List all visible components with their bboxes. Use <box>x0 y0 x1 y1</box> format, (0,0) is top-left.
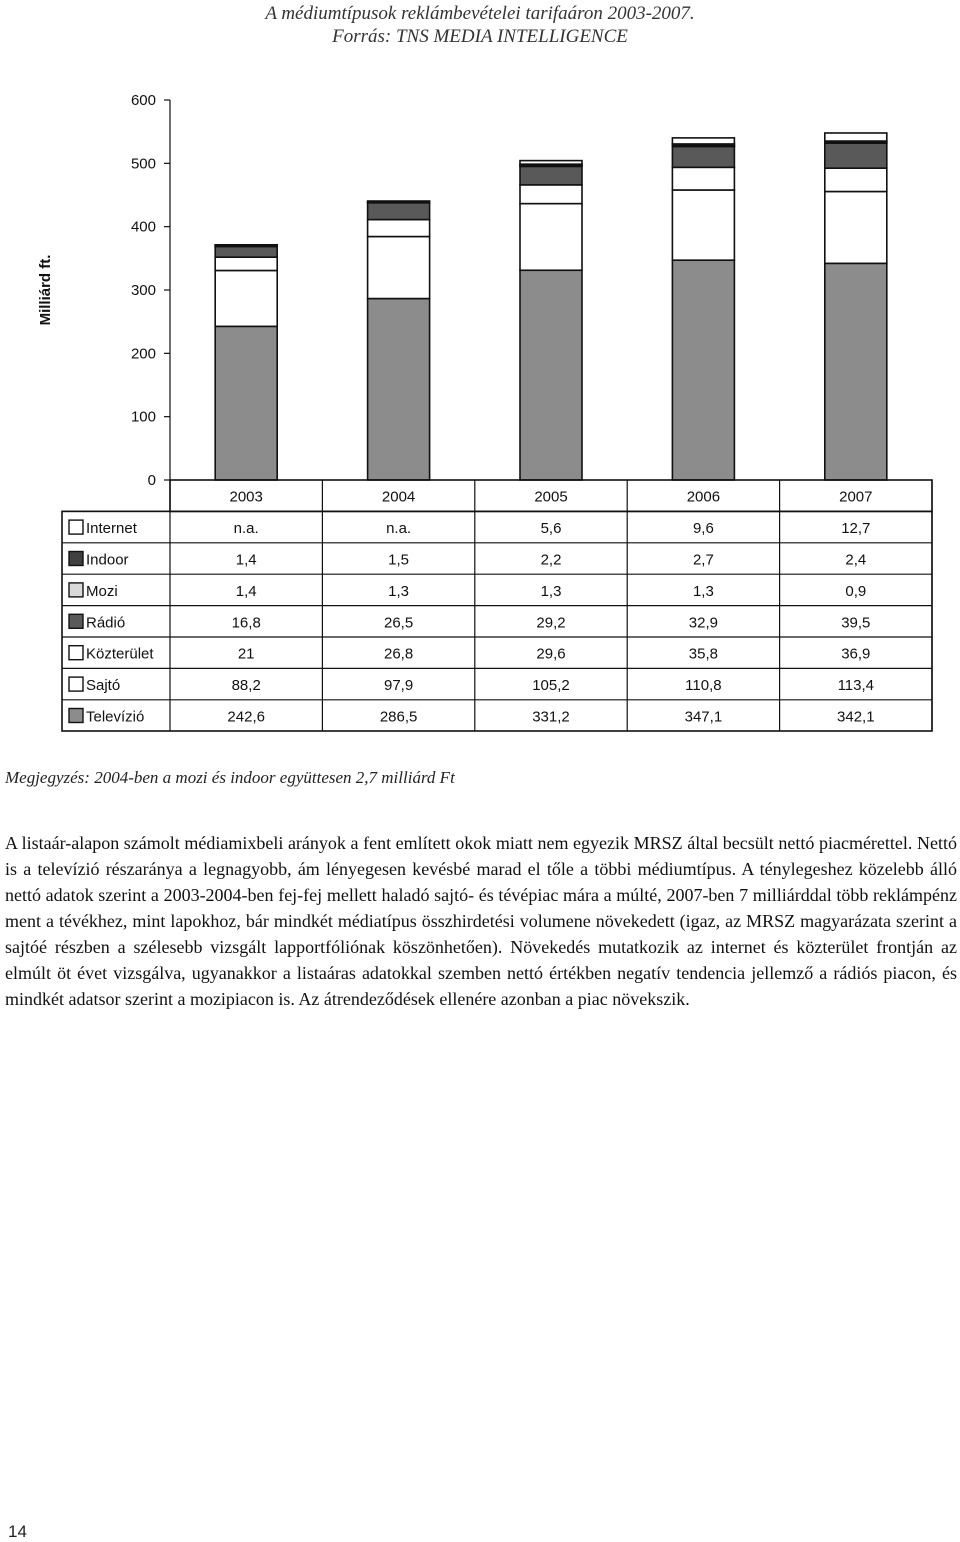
bar-internet-2005 <box>520 161 582 165</box>
data-label-internet-2005: 5,6 <box>540 520 562 538</box>
bar-televízió-2003 <box>215 326 277 480</box>
y-tick-label: 300 <box>130 282 156 299</box>
bar-sajtó-2004 <box>368 237 430 299</box>
bar-közterület-2003 <box>215 257 277 270</box>
data-label-internet-2007: 12,7 <box>841 520 871 538</box>
legend-label-internet: Internet <box>86 520 137 538</box>
data-label-közterület-2006: 35,8 <box>688 645 719 663</box>
data-label-internet-2003: n.a. <box>233 520 259 538</box>
data-label-sajtó-2004: 97,9 <box>383 677 414 695</box>
category-label-2003: 2003 <box>229 488 263 506</box>
data-label-sajtó-2005: 105,2 <box>532 677 570 695</box>
legend-label-indoor: Indoor <box>86 551 129 569</box>
bar-televízió-2006 <box>672 260 734 480</box>
data-label-rádió-2003: 16,8 <box>231 614 261 632</box>
legend-swatch-indoor <box>69 552 83 566</box>
legend-label-rádió: Rádió <box>86 614 126 632</box>
legend-label-közterület: Közterület <box>86 645 154 663</box>
chart-note: Megjegyzés: 2004-ben a mozi és indoor együttesen 2,7 milliárd Ft <box>5 768 455 787</box>
legend-swatch-sajtó <box>69 677 83 691</box>
bar-internet-2007 <box>825 133 887 141</box>
bar-sajtó-2007 <box>825 192 887 264</box>
y-tick-label: 600 <box>130 92 156 109</box>
data-label-indoor-2004: 1,5 <box>388 551 410 569</box>
data-label-indoor-2003: 1,4 <box>235 551 257 569</box>
data-label-sajtó-2007: 113,4 <box>837 677 875 695</box>
data-table-frame <box>62 511 932 731</box>
bar-sajtó-2005 <box>520 204 582 271</box>
data-label-közterület-2004: 26,8 <box>383 645 414 663</box>
data-label-rádió-2007: 39,5 <box>841 614 871 632</box>
legend-label-mozi: Mozi <box>86 582 118 600</box>
y-tick-label: 200 <box>130 345 156 363</box>
legend-swatch-mozi <box>69 583 83 597</box>
data-label-mozi-2007: 0,9 <box>845 582 867 600</box>
bar-sajtó-2003 <box>215 270 277 326</box>
bar-televízió-2007 <box>825 263 887 480</box>
y-tick-label: 500 <box>130 155 156 173</box>
bar-televízió-2005 <box>520 270 582 480</box>
bar-rádió-2005 <box>520 166 582 184</box>
data-label-sajtó-2003: 88,2 <box>231 677 261 695</box>
data-label-internet-2006: 9,6 <box>692 520 714 538</box>
data-label-indoor-2007: 2,4 <box>845 551 867 569</box>
legend-swatch-közterület <box>69 646 83 660</box>
bar-rádió-2004 <box>368 203 430 220</box>
legend-swatch-televízió <box>69 709 83 723</box>
data-label-televízió-2005: 331,2 <box>532 708 570 726</box>
chart-source: Forrás: TNS MEDIA INTELLIGENCE <box>332 26 628 47</box>
chart-title: A médiumtípusok reklámbevételei tarifaáron 2003-2007. <box>265 3 695 24</box>
data-label-rádió-2006: 32,9 <box>688 614 719 632</box>
y-tick-label: 400 <box>130 218 156 236</box>
category-label-2004: 2004 <box>381 488 416 506</box>
category-label-2005: 2005 <box>534 488 568 506</box>
data-label-közterület-2005: 29,6 <box>536 645 566 663</box>
data-label-mozi-2006: 1,3 <box>692 582 714 600</box>
data-label-közterület-2003: 21 <box>237 645 255 663</box>
legend-swatch-internet <box>69 520 83 534</box>
data-label-rádió-2005: 29,2 <box>536 614 566 632</box>
bar-televízió-2004 <box>368 299 430 480</box>
data-label-mozi-2004: 1,3 <box>388 582 410 600</box>
bar-közterület-2005 <box>520 185 582 204</box>
stacked-bar-chart <box>0 80 960 740</box>
bar-rádió-2007 <box>825 143 887 168</box>
y-tick-label: 0 <box>147 472 156 489</box>
bar-internet-2006 <box>672 138 734 144</box>
data-label-televízió-2006: 347,1 <box>684 708 723 726</box>
bar-rádió-2003 <box>215 247 277 258</box>
bar-közterület-2004 <box>368 220 430 237</box>
legend-swatch-rádió <box>69 614 83 628</box>
category-label-2006: 2006 <box>686 488 721 506</box>
data-label-televízió-2007: 342,1 <box>837 708 875 726</box>
bar-indoor-2004 <box>368 201 430 202</box>
bar-indoor-2003 <box>215 245 277 246</box>
page-number: 14 <box>8 1522 27 1541</box>
body-paragraph: A listaár-alapon számolt médiamixbeli arányok a fent említett okok miatt nem egyezik MRSZ által becsült nettó piacmérettel. Nettó is a televízió részaránya a legnagyobb, ám lényegesen kevésbé marad el tőle a többi médiumtípus. A ténylegeshez közelebb álló nettó adatok szerint a 2003-2004-ben fej-fej mellett haladó sajtó- és tévépiac mára a múlté, 2007-ben 7 milliárddal több reklámpénz ment a tévékhez, mint lapokhoz, bár mindkét médiatípus összhirdetési volumene növekedett (igaz, az MRSZ magyarázata szerint a sajtóé részben a szélesebb vizsgált lapportfóliónak köszönhetően). Növekedés mutatkozik az internet és közterület frontján az elmúlt öt évet vizsgálva, ugyanakkor a listaáras adatokkal szemben nettó értékben negatív tendencia jellemző a rádiós piacon, és mindkét adatsor szerint a mozipiacon is. Az átrendeződések ellenére azonban a piac növekszik. <box>5 833 957 1009</box>
y-axis-title: Milliárd ft. <box>37 254 54 326</box>
data-label-indoor-2006: 2,7 <box>692 551 714 569</box>
legend-label-sajtó: Sajtó <box>86 677 121 695</box>
y-tick-label: 100 <box>130 408 156 426</box>
category-label-2007: 2007 <box>839 488 873 506</box>
data-label-sajtó-2006: 110,8 <box>685 677 722 695</box>
data-label-közterület-2007: 36,9 <box>841 645 871 663</box>
data-label-televízió-2004: 286,5 <box>379 708 418 726</box>
bar-közterület-2007 <box>825 168 887 191</box>
data-label-indoor-2005: 2,2 <box>540 551 562 569</box>
bar-rádió-2006 <box>672 146 734 167</box>
data-label-televízió-2003: 242,6 <box>227 708 265 726</box>
data-label-mozi-2005: 1,3 <box>540 582 562 600</box>
data-label-internet-2004: n.a. <box>386 520 412 538</box>
bar-közterület-2006 <box>672 167 734 190</box>
legend-label-televízió: Televízió <box>86 708 145 726</box>
data-label-mozi-2003: 1,4 <box>235 582 257 600</box>
bar-sajtó-2006 <box>672 190 734 260</box>
data-label-rádió-2004: 26,5 <box>383 614 414 632</box>
